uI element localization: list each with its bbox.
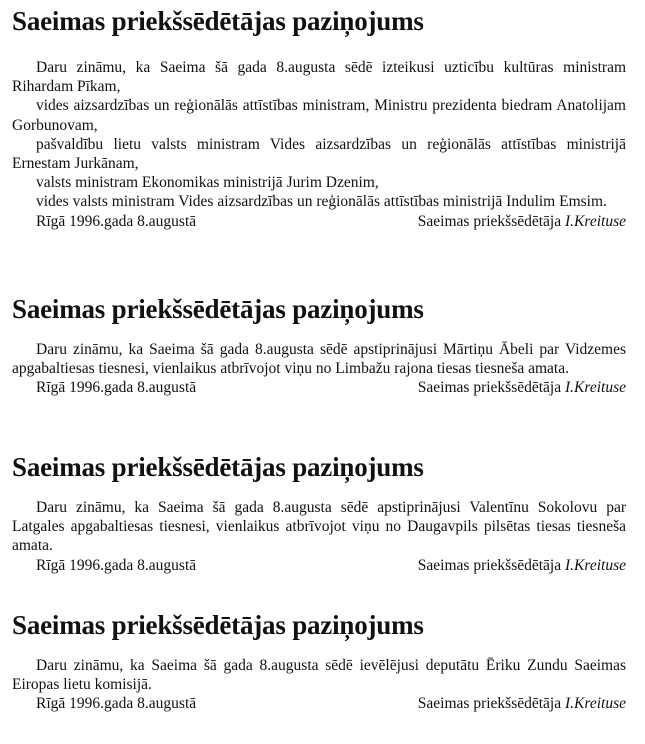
signature [418,556,626,576]
notice-1 [12,6,626,232]
notice-title: Saeimas priekšsēdētājas paziņojums [12,6,424,36]
signature-row [12,378,626,398]
notice-date: Rīgā 1996.gada 8.augustā [36,212,197,230]
signature [418,694,626,714]
signature [418,378,626,398]
notice-2 [12,294,626,398]
notice-paragraph: Daru zināmu, ka Saeima šā gada 8.augusta sēdē ievēlējusi deputātu Ēriku Zundu Saeimas Eiropas lietu komisijā. [12,657,626,694]
notice-body [12,340,626,378]
notice-paragraph: vides valsts ministram Vides aizsardzības un reģionālās attīstības ministrijā Indulim Emsim. [36,193,607,211]
notice-date: Rīgā 1996.gada 8.augustā [36,379,197,397]
signer-name: I.Kreituse [565,556,626,574]
notice-body [12,498,626,556]
notice-body [12,58,626,212]
notice-paragraph: Daru zināmu, ka Saeima šā gada 8.augusta sēdē izteikusi uzticību kultūras ministram Rihardam Pīkam, [12,59,626,96]
notice-paragraph: Daru zināmu, ka Saeima šā gada 8.augusta sēdē apstiprinājusi Valentīnu Sokolovu par Latgales apgabaltiesas tiesnesi, vienlaikus atbrīvojot viņu no Daugavpils pilsētas tiesas tiesneša amata. [12,499,626,555]
signer-name: I.Kreituse [565,695,626,713]
signature [418,212,626,232]
notice-paragraph: valsts ministram Ekonomikas ministrijā Jurim Dzenim, [36,174,379,192]
signer-role: Saeimas priekšsēdētāja [417,695,562,713]
notice-3 [12,452,626,576]
notice-paragraph: vides aizsardzības un reģionālās attīstības ministram, Ministru prezidenta biedram Anatolijam Gorbunovam, [12,97,626,134]
signer-name: I.Kreituse [565,212,626,230]
signer-role: Saeimas priekšsēdētāja [417,379,562,397]
signer-role: Saeimas priekšsēdētāja [417,556,562,574]
notice-paragraph: Daru zināmu, ka Saeima šā gada 8.augusta sēdē apstiprinājusi Mārtiņu Ābeli par Vidzemes apgabaltiesas tiesnesi, vienlaikus atbrīvojot viņu no Limbažu rajona tiesas tiesneša amata. [12,341,626,378]
notice-paragraph: pašvaldību lietu valsts ministram Vides aizsardzības un reģionālās attīstības ministrijā Ernestam Jurkānam, [12,135,626,173]
signer-name: I.Kreituse [565,379,626,397]
notice-date: Rīgā 1996.gada 8.augustā [36,695,197,713]
signature-row [12,212,626,232]
notice-date: Rīgā 1996.gada 8.augustā [36,556,197,574]
notice-body [12,656,626,694]
notice-4 [12,610,626,714]
notice-title: Saeimas priekšsēdētājas paziņojums [12,610,424,640]
notice-title: Saeimas priekšsēdētājas paziņojums [12,294,424,324]
signature-row [12,556,626,576]
signature-row [12,694,626,714]
notice-title: Saeimas priekšsēdētājas paziņojums [12,452,424,482]
signer-role: Saeimas priekšsēdētāja [417,212,562,230]
